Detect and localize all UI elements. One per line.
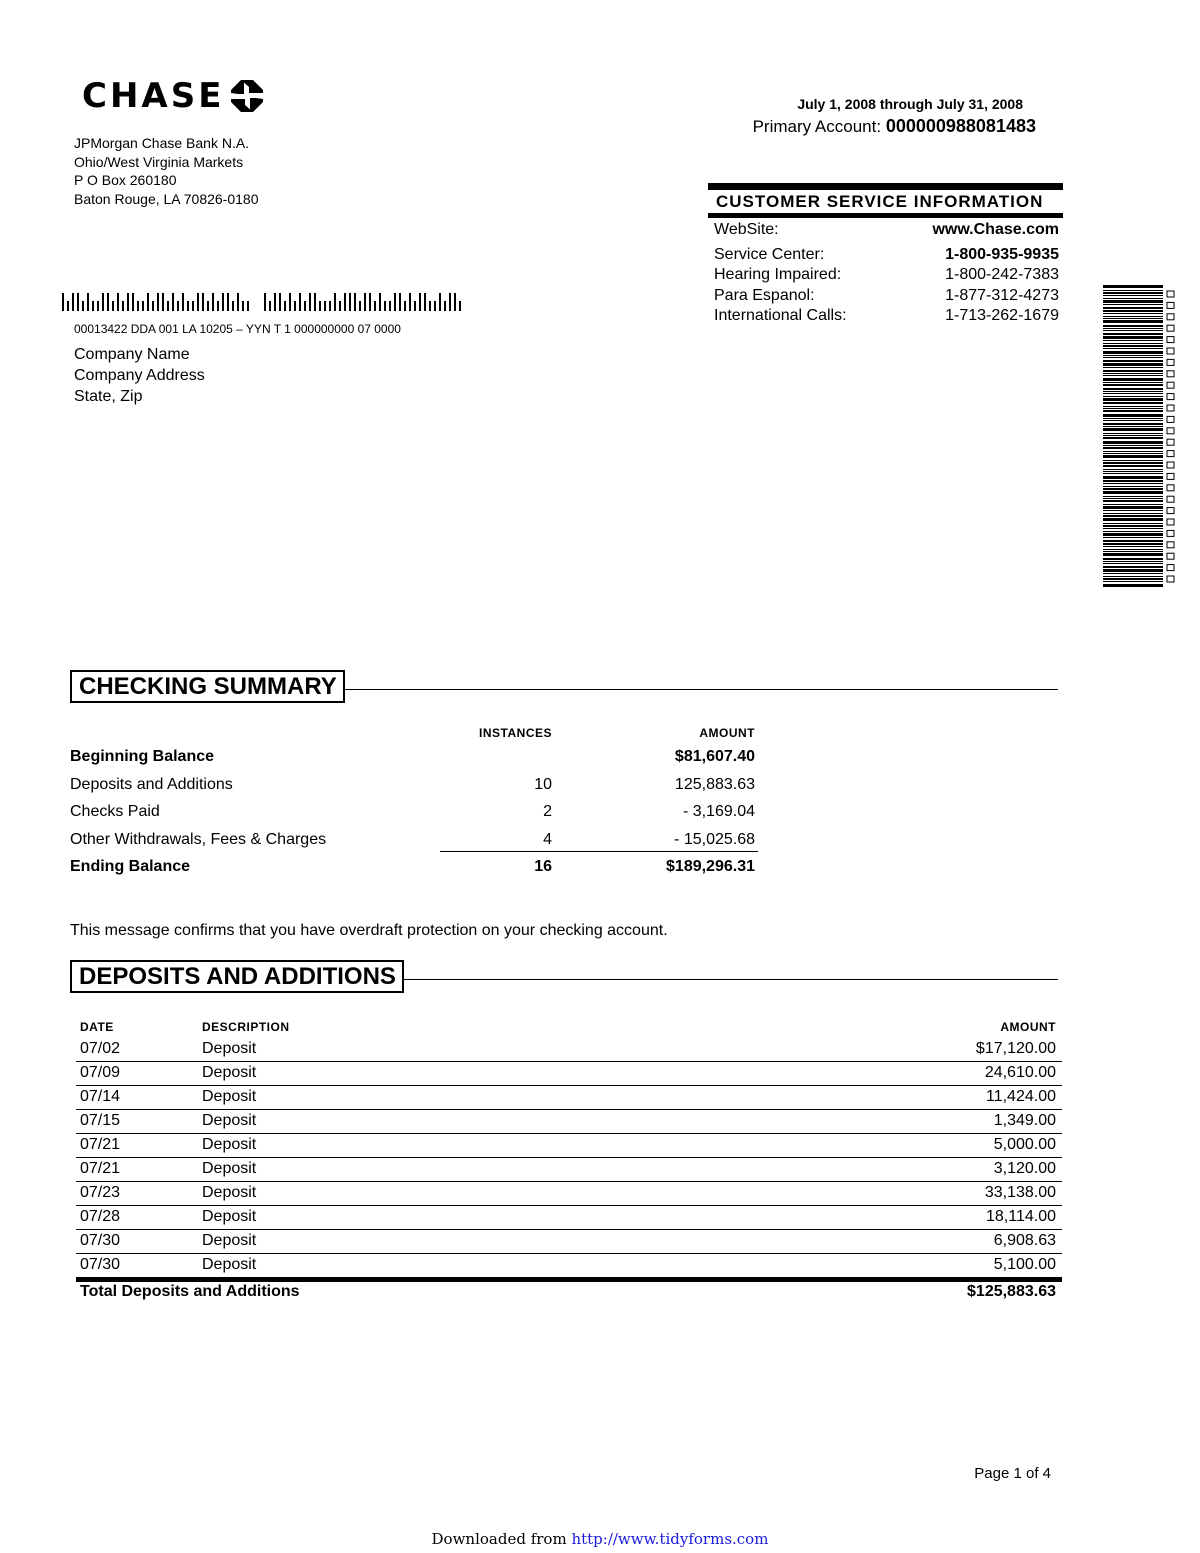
summary-amount: 125,883.63	[674, 775, 755, 793]
customer-name: Company Name	[74, 346, 190, 363]
customer-address	[74, 344, 205, 407]
row-description: Deposit	[202, 1088, 257, 1105]
summary-header-row	[70, 726, 760, 748]
summary-row-beginning	[70, 748, 760, 776]
col-amount: AMOUNT	[1000, 1020, 1056, 1034]
row-date: 07/28	[80, 1208, 121, 1225]
col-date: DATE	[80, 1020, 114, 1034]
logo-text: CHASE	[82, 76, 225, 116]
row-date: 07/14	[80, 1088, 121, 1105]
csi-row-website	[708, 220, 1063, 241]
row-amount: 1,349.00	[993, 1112, 1056, 1129]
csi-row-hearing-impaired	[708, 265, 1063, 286]
bank-market: Ohio/West Virginia Markets	[74, 153, 244, 170]
csi-row-service-center	[708, 245, 1063, 266]
total-label: Total Deposits and Additions	[80, 1283, 300, 1300]
summary-amount: $189,296.31	[666, 858, 755, 875]
table-row	[76, 1062, 1062, 1086]
row-description: Deposit	[202, 1112, 257, 1129]
bank-name: JPMorgan Chase Bank N.A.	[74, 135, 250, 151]
summary-total-rule	[440, 851, 758, 852]
website-link[interactable]: www.Chase.com	[932, 221, 1059, 238]
col-description: DESCRIPTION	[202, 1020, 290, 1034]
row-amount: $17,120.00	[975, 1040, 1056, 1057]
csi-label: Para Espanol:	[714, 286, 815, 304]
row-date: 07/30	[80, 1232, 121, 1249]
csi-label: International Calls:	[714, 307, 847, 324]
checking-summary-table	[70, 726, 760, 886]
row-description: Deposit	[202, 1040, 257, 1057]
checking-summary-header	[70, 670, 1058, 708]
customer-service-title: CUSTOMER SERVICE INFORMATION	[708, 183, 1063, 218]
row-amount: 18,114.00	[986, 1208, 1056, 1225]
customer-state-zip: State, Zip	[74, 388, 143, 405]
row-date: 07/30	[80, 1256, 121, 1273]
table-row	[76, 1158, 1062, 1182]
deposits-table	[76, 1018, 1062, 1308]
page-number: Page 1 of 4	[974, 1465, 1051, 1482]
overdraft-message: This message confirms that you have overdraft protection on your checking account.	[70, 922, 668, 939]
summary-amount: - 15,025.68	[674, 830, 755, 848]
customer-street: Company Address	[74, 367, 205, 384]
row-description: Deposit	[202, 1208, 257, 1225]
footer-link[interactable]: http://www.tidyforms.com	[571, 1530, 769, 1548]
row-amount: 5,100.00	[993, 1256, 1056, 1273]
deposits-header	[70, 960, 1058, 998]
primary-account-label: Primary Account:	[752, 117, 882, 136]
customer-service-box	[708, 183, 1063, 327]
row-description: Deposit	[202, 1184, 257, 1201]
deposits-header-row	[76, 1018, 1062, 1038]
table-row	[76, 1182, 1062, 1206]
row-date: 07/09	[80, 1064, 121, 1081]
total-amount: $125,883.63	[967, 1283, 1056, 1300]
row-amount: 11,424.00	[986, 1088, 1056, 1105]
checking-summary-title: CHECKING SUMMARY	[70, 670, 345, 703]
table-row	[76, 1110, 1062, 1134]
statement-period: July 1, 2008 through July 31, 2008	[797, 96, 1023, 112]
summary-label: Beginning Balance	[70, 748, 215, 765]
postal-barcode	[62, 293, 468, 313]
deposits-title: DEPOSITS AND ADDITIONS	[70, 960, 404, 993]
summary-instances: 4	[543, 830, 552, 848]
row-date: 07/23	[80, 1184, 121, 1201]
csi-phone: 1-800-242-7383	[945, 266, 1059, 283]
table-row	[76, 1134, 1062, 1158]
col-amount: AMOUNT	[699, 726, 755, 740]
row-amount: 6,908.63	[993, 1232, 1056, 1249]
summary-label: Other Withdrawals, Fees & Charges	[70, 830, 327, 848]
chase-octagon-icon	[230, 79, 264, 113]
row-date: 07/21	[80, 1136, 121, 1153]
row-date: 07/02	[80, 1040, 121, 1057]
summary-label: Deposits and Additions	[70, 775, 233, 793]
table-row	[76, 1086, 1062, 1110]
table-row	[76, 1206, 1062, 1230]
csi-label: WebSite:	[714, 221, 779, 238]
bank-address	[74, 134, 259, 208]
row-amount: 24,610.00	[984, 1064, 1056, 1081]
primary-account	[640, 116, 1036, 137]
row-date: 07/15	[80, 1112, 121, 1129]
row-description: Deposit	[202, 1232, 257, 1249]
row-amount: 5,000.00	[993, 1136, 1056, 1153]
summary-row-withdrawals	[70, 831, 760, 859]
summary-amount: $81,607.40	[674, 748, 755, 765]
csi-phone: 1-877-312-4273	[945, 286, 1059, 304]
table-row	[76, 1038, 1062, 1062]
row-amount: 3,120.00	[993, 1160, 1056, 1177]
row-description: Deposit	[202, 1256, 257, 1273]
summary-amount: - 3,169.04	[682, 803, 755, 820]
row-amount: 33,138.00	[984, 1184, 1056, 1201]
deposits-total-row	[76, 1277, 1062, 1308]
bank-city: Baton Rouge, LA 70826-0180	[74, 190, 259, 207]
summary-instances: 10	[534, 775, 552, 793]
csi-label: Hearing Impaired:	[714, 266, 842, 283]
csi-phone: 1-713-262-1679	[945, 307, 1059, 324]
table-row	[76, 1254, 1062, 1277]
csi-phone: 1-800-935-9935	[945, 245, 1059, 263]
routing-line: 00013422 DDA 001 LA 10205 – YYN T 1 000000000 07 0000	[74, 322, 401, 336]
col-instances: INSTANCES	[479, 726, 552, 740]
bank-po-box: P O Box 260180	[74, 172, 177, 188]
chase-logo	[82, 76, 264, 116]
row-description: Deposit	[202, 1160, 257, 1177]
csi-row-para-espanol	[708, 286, 1063, 307]
summary-label: Checks Paid	[70, 803, 160, 820]
footer-prefix: Downloaded from	[431, 1530, 572, 1548]
summary-instances: 16	[534, 858, 552, 875]
csi-label: Service Center:	[714, 245, 825, 263]
table-row	[76, 1230, 1062, 1254]
primary-account-number: 000000988081483	[885, 116, 1036, 136]
summary-row-checks	[70, 803, 760, 831]
summary-label: Ending Balance	[70, 858, 191, 875]
csi-row-international	[708, 306, 1063, 327]
row-description: Deposit	[202, 1064, 257, 1081]
row-date: 07/21	[80, 1160, 121, 1177]
footer	[0, 1530, 1200, 1548]
summary-row-deposits	[70, 776, 760, 804]
summary-row-ending	[70, 858, 760, 886]
side-barcode	[1103, 285, 1177, 589]
summary-instances: 2	[543, 803, 552, 820]
row-description: Deposit	[202, 1136, 257, 1153]
